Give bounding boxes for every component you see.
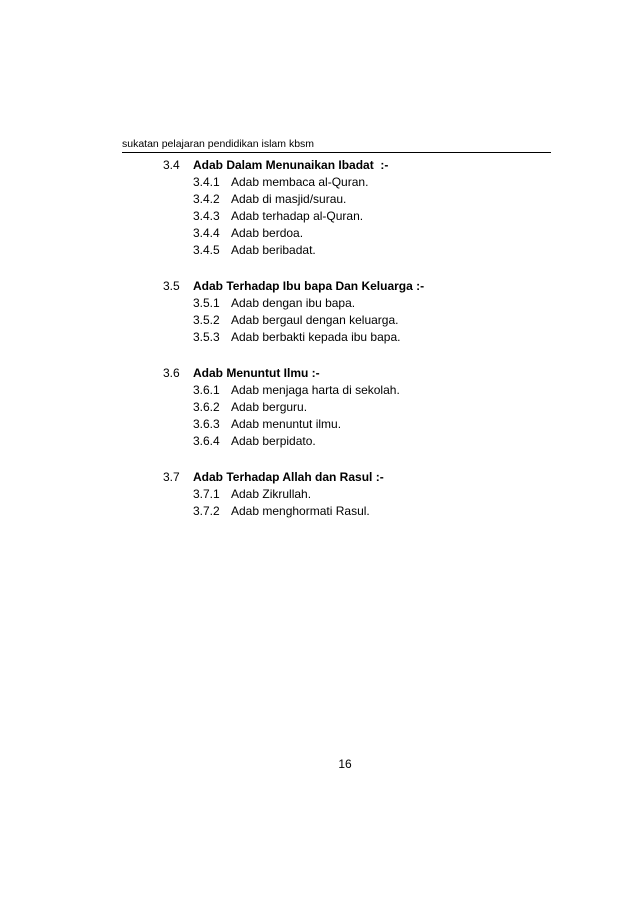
item-number: 3.6.1 (193, 382, 220, 397)
item-number: 3.7.2 (193, 503, 220, 518)
item-text: Adab menjaga harta di sekolah. (231, 382, 400, 397)
list-item (163, 398, 553, 415)
section-title: Adab Menuntut Ilmu :- (193, 365, 320, 380)
section-heading (163, 468, 553, 485)
list-item (163, 173, 553, 190)
list-item (163, 294, 553, 311)
section-title: Adab Terhadap Ibu bapa Dan Keluarga :- (193, 278, 425, 293)
section-3-7 (163, 468, 553, 519)
list-item (163, 224, 553, 241)
item-text: Adab berdoa. (231, 225, 304, 240)
section-heading (163, 277, 553, 294)
item-text: Adab dengan ibu bapa. (231, 295, 356, 310)
list-item (163, 415, 553, 432)
section-title: Adab Dalam Menunaikan Ibadat :- (193, 157, 389, 172)
list-item (163, 485, 553, 502)
item-number: 3.6.2 (193, 399, 220, 414)
item-text: Adab berbakti kepada ibu bapa. (231, 329, 401, 344)
header-text: sukatan pelajaran pendidikan islam kbsm (122, 138, 315, 150)
content (163, 156, 553, 538)
item-text: Adab bergaul dengan keluarga. (231, 312, 399, 327)
list-item (163, 502, 553, 519)
list-item (163, 381, 553, 398)
item-text: Adab terhadap al-Quran. (231, 208, 364, 223)
item-list (163, 381, 553, 449)
item-text: Adab di masjid/surau. (231, 191, 347, 206)
section-3-6 (163, 364, 553, 449)
item-number: 3.4.4 (193, 225, 220, 240)
item-number: 3.4.3 (193, 208, 220, 223)
item-text: Adab Zikrullah. (231, 486, 312, 501)
section-number: 3.4 (163, 157, 180, 172)
section-3-5 (163, 277, 553, 345)
item-list (163, 294, 553, 345)
item-number: 3.5.2 (193, 312, 220, 327)
item-text: Adab menghormati Rasul. (231, 503, 370, 518)
item-text: Adab berpidato. (231, 433, 316, 448)
list-item (163, 207, 553, 224)
item-number: 3.4.2 (193, 191, 220, 206)
section-number: 3.7 (163, 469, 180, 484)
item-text: Adab membaca al-Quran. (231, 174, 369, 189)
item-number: 3.6.4 (193, 433, 220, 448)
page-number: 16 (338, 757, 352, 771)
item-number: 3.6.3 (193, 416, 220, 431)
item-number: 3.5.1 (193, 295, 220, 310)
page-header (122, 137, 551, 153)
list-item (163, 328, 553, 345)
item-list (163, 173, 553, 258)
item-number: 3.4.1 (193, 174, 220, 189)
item-number: 3.7.1 (193, 486, 220, 501)
item-text: Adab berguru. (231, 399, 308, 414)
item-list (163, 485, 553, 519)
section-number: 3.6 (163, 365, 180, 380)
section-heading (163, 364, 553, 381)
item-number: 3.5.3 (193, 329, 220, 344)
item-number: 3.4.5 (193, 242, 220, 257)
list-item (163, 311, 553, 328)
item-text: Adab beribadat. (231, 242, 316, 257)
section-heading (163, 156, 553, 173)
section-3-4 (163, 156, 553, 258)
section-number: 3.5 (163, 278, 180, 293)
list-item (163, 241, 553, 258)
list-item (163, 190, 553, 207)
list-item (163, 432, 553, 449)
section-title: Adab Terhadap Allah dan Rasul :- (193, 469, 384, 484)
item-text: Adab menuntut ilmu. (231, 416, 342, 431)
